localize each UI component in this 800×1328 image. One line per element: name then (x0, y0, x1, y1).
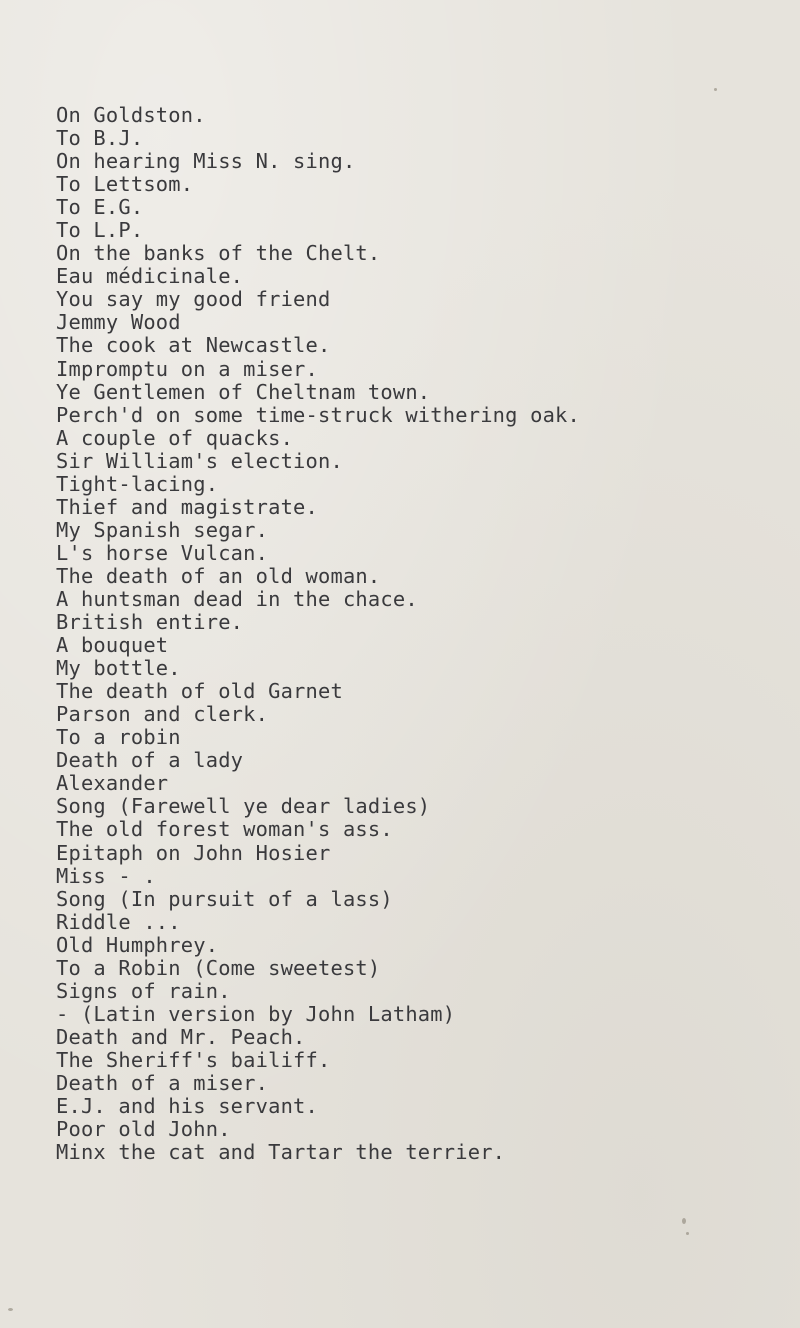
list-item: The death of an old woman. (56, 563, 381, 588)
list-item: The old forest woman's ass. (56, 817, 393, 842)
list-item: Parson and clerk. (56, 702, 269, 727)
list-item: A bouquet (56, 633, 169, 658)
list-item: My Spanish segar. (56, 517, 269, 542)
list-item: Death of a lady (56, 748, 244, 773)
list-item: Signs of rain. (56, 978, 231, 1003)
list-item: To B.J. (56, 126, 144, 151)
list-item: The death of old Garnet (56, 679, 343, 704)
list-item: You say my good friend (56, 287, 331, 312)
list-item: E.J. and his servant. (56, 1094, 319, 1119)
list-item: Epitaph on John Hosier (56, 840, 331, 865)
title-list (56, 104, 580, 1164)
list-item: To a robin (56, 725, 181, 750)
list-item: Death of a miser. (56, 1070, 269, 1095)
list-item: Song (In pursuit of a lass) (56, 886, 393, 911)
list-item: Sir William's election. (56, 448, 343, 473)
list-item: British entire. (56, 610, 244, 635)
list-item: L's horse Vulcan. (56, 540, 269, 565)
paper-speck (682, 1218, 686, 1224)
list-item: Riddle ... (56, 909, 181, 934)
list-item: Perch'd on some time-struck withering oak. (56, 402, 581, 427)
paper-speck (714, 88, 717, 91)
list-item: To L.P. (56, 218, 144, 243)
list-item: Old Humphrey. (56, 932, 219, 957)
list-item: Ye Gentlemen of Cheltnam town. (56, 379, 431, 404)
list-item: To Lettsom. (56, 172, 194, 197)
paper-speck (8, 1308, 13, 1311)
list-item: Tight-lacing. (56, 471, 219, 496)
list-item: The Sheriff's bailiff. (56, 1047, 331, 1072)
list-item: On hearing Miss N. sing. (56, 149, 356, 174)
list-item: My bottle. (56, 656, 181, 681)
list-item: Thief and magistrate. (56, 494, 319, 519)
list-item: Jemmy Wood (56, 310, 181, 335)
list-item: Impromptu on a miser. (56, 356, 319, 381)
paper-speck (686, 1232, 689, 1235)
list-item: Death and Mr. Peach. (56, 1024, 306, 1049)
list-item: Poor old John. (56, 1117, 231, 1142)
list-item: Song (Farewell ye dear ladies) (56, 794, 431, 819)
list-item: Eau médicinale. (56, 264, 244, 289)
list-item: Alexander (56, 771, 169, 796)
list-item: - (Latin version by John Latham) (56, 1001, 456, 1026)
list-item: On Goldston. (56, 103, 206, 127)
list-item: Minx the cat and Tartar the terrier. (56, 1140, 506, 1165)
list-item: To E.G. (56, 195, 144, 220)
list-item: A couple of quacks. (56, 425, 294, 450)
list-item: The cook at Newcastle. (56, 333, 331, 358)
list-item: To a Robin (Come sweetest) (56, 955, 381, 980)
list-item: Miss - . (56, 863, 156, 888)
list-item: A huntsman dead in the chace. (56, 586, 418, 611)
list-item: On the banks of the Chelt. (56, 241, 381, 266)
